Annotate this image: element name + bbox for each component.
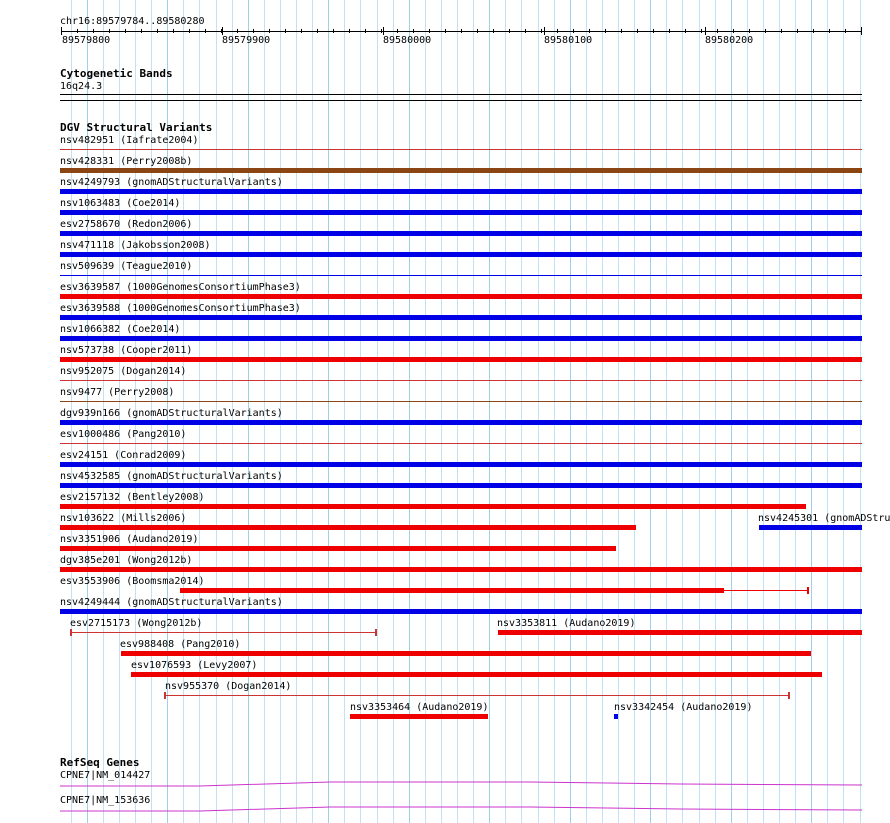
variant-label-nsv103622: nsv103622 (Mills2006) xyxy=(60,513,187,524)
variant-label-esv3553906: esv3553906 (Boomsma2014) xyxy=(60,576,205,587)
variant-label-nsv952075: nsv952075 (Dogan2014) xyxy=(60,366,187,377)
variant-label-nsv3353464: nsv3353464 (Audano2019) xyxy=(350,702,489,713)
variant-label-dgv385e201: dgv385e201 (Wong2012b) xyxy=(60,555,193,566)
variant-label-nsv1063483: nsv1063483 (Coe2014) xyxy=(60,198,181,209)
variant-label-nsv482951: nsv482951 (Iafrate2004) xyxy=(60,135,199,146)
variant-label-esv3639587: esv3639587 (1000GenomesConsortiumPhase3) xyxy=(60,282,301,293)
cytobands-track-title: Cytogenetic Bands xyxy=(60,67,173,80)
variant-label-esv24151: esv24151 (Conrad2009) xyxy=(60,450,187,461)
gene-model-nm-014427[interactable] xyxy=(60,782,862,786)
variant-label-nsv471118: nsv471118 (Jakobsson2008) xyxy=(60,240,211,251)
ruler-range-label: chr16:89579784..89580280 xyxy=(60,16,205,27)
variant-label-nsv4245301: nsv4245301 (gnomADStru xyxy=(758,513,890,524)
variant-label-nsv4249444: nsv4249444 (gnomADStructuralVariants) xyxy=(60,597,283,608)
variant-label-nsv428331: nsv428331 (Perry2008b) xyxy=(60,156,193,167)
cytoband-label: 16q24.3 xyxy=(60,81,103,92)
variant-label-nsv9477: nsv9477 (Perry2008) xyxy=(60,387,175,398)
variant-label-dgv939n166: dgv939n166 (gnomADStructuralVariants) xyxy=(60,408,283,419)
ruler-tick-label-4: 89580100 xyxy=(544,35,593,46)
variant-label-esv3639588: esv3639588 (1000GenomesConsortiumPhase3) xyxy=(60,303,301,314)
dgv-track-title: DGV Structural Variants xyxy=(60,121,213,134)
variant-label-esv2157132: esv2157132 (Bentley2008) xyxy=(60,492,205,503)
variant-label-nsv4249793: nsv4249793 (gnomADStructuralVariants) xyxy=(60,177,283,188)
variant-label-nsv3351906: nsv3351906 (Audano2019) xyxy=(60,534,199,545)
variant-label-esv1000486: esv1000486 (Pang2010) xyxy=(60,429,187,440)
gene-model-nm-153636[interactable] xyxy=(60,807,862,811)
variant-label-nsv3353811: nsv3353811 (Audano2019) xyxy=(497,618,636,629)
variant-label-nsv4532585: nsv4532585 (gnomADStructuralVariants) xyxy=(60,471,283,482)
refseq-track-title: RefSeq Genes xyxy=(60,756,140,769)
variant-label-esv988408: esv988408 (Pang2010) xyxy=(120,639,241,650)
ruler-tick-label-3: 89580000 xyxy=(383,35,432,46)
gene-label-nm-153636: CPNE7|NM_153636 xyxy=(60,795,151,806)
ruler-tick-label-1: 89579800 xyxy=(62,35,111,46)
variant-label-nsv573738: nsv573738 (Cooper2011) xyxy=(60,345,193,356)
ruler-tick-label-2: 89579900 xyxy=(222,35,271,46)
variant-label-nsv3342454: nsv3342454 (Audano2019) xyxy=(614,702,753,713)
variant-label-esv2715173: esv2715173 (Wong2012b) xyxy=(70,618,203,629)
variant-label-nsv509639: nsv509639 (Teague2010) xyxy=(60,261,193,272)
variant-label-esv1076593: esv1076593 (Levy2007) xyxy=(131,660,258,671)
gene-label-nm-014427: CPNE7|NM_014427 xyxy=(60,770,151,781)
variant-label-nsv955370: nsv955370 (Dogan2014) xyxy=(165,681,292,692)
variant-label-nsv1066382: nsv1066382 (Coe2014) xyxy=(60,324,181,335)
variant-label-esv2758670: esv2758670 (Redon2006) xyxy=(60,219,193,230)
ruler-tick-label-5: 89580200 xyxy=(705,35,754,46)
